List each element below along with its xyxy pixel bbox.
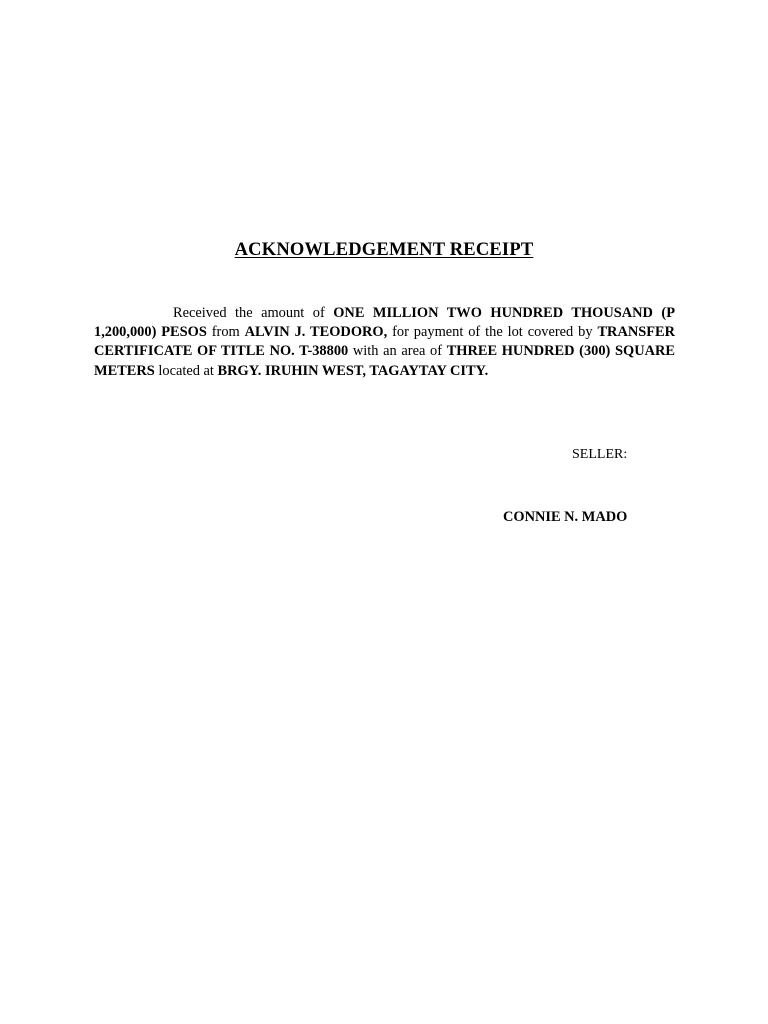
body-text-located: located at <box>154 362 218 379</box>
seller-label: SELLER: <box>572 447 628 462</box>
document-title: ACKNOWLEDGEMENT RECEIPT <box>234 240 534 260</box>
receipt-body <box>94 304 675 381</box>
body-text-area: with an area of <box>348 343 447 360</box>
payer-name: ALVIN J. TEODORO, <box>244 324 388 341</box>
body-text-intro: Received the amount of <box>173 305 334 321</box>
body-text-from: from <box>206 324 245 341</box>
title-number: TRANSFER CERTIFICATE OF TITLE NO. T-38800 <box>94 324 676 360</box>
seller-name: CONNIE N. MADO <box>503 509 628 525</box>
lot-location: BRGY. IRUHIN WEST, TAGAYTAY CITY. <box>217 362 489 379</box>
lot-area: THREE HUNDRED (300) SQUARE METERS <box>94 343 675 379</box>
body-text-payment: for payment of the lot covered by <box>387 324 598 341</box>
amount-in-words: ONE MILLION TWO HUNDRED THOUSAND (P 1,200,000) PESOS <box>94 305 675 341</box>
